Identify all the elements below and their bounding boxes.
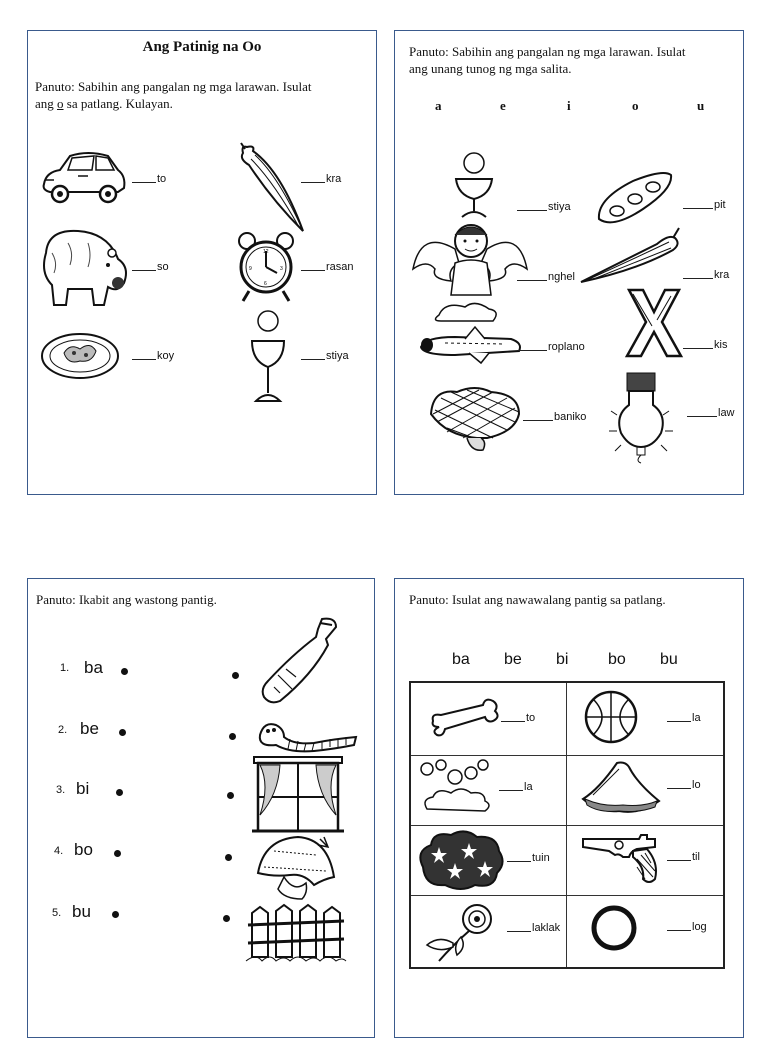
- syllable-bi: bi: [556, 651, 569, 668]
- vowel-a: a: [435, 98, 442, 113]
- veil-icon: [254, 833, 338, 901]
- blank-ring: log: [667, 921, 707, 933]
- worksheet-unang-tunog: [394, 30, 744, 495]
- blank-pod: pit: [683, 199, 726, 211]
- instruction-post: sa patlang. Kulayan.: [63, 96, 173, 111]
- vowel-u: u: [697, 98, 705, 113]
- syllable-bo: bo: [608, 651, 626, 668]
- syllable-be: be: [504, 651, 522, 668]
- clock-icon: [235, 231, 297, 303]
- left-dot[interactable]: [114, 850, 121, 857]
- instruction-line-1: Panuto: Sabihin ang pangalan ng mga larawan. Isulat: [35, 79, 312, 94]
- car-icon: [38, 146, 128, 208]
- airplane-icon: [415, 297, 527, 369]
- instruction-line-2: ang unang tunog ng mga salita.: [409, 61, 572, 76]
- plate-icon: [40, 331, 120, 381]
- blank-starry-cloud: tuin: [507, 852, 550, 864]
- ball-icon: [583, 689, 639, 745]
- right-dot[interactable]: [225, 854, 232, 861]
- pod-icon: [593, 169, 675, 229]
- vowel-o: o: [632, 98, 639, 113]
- bear-icon: [38, 223, 130, 311]
- page-title: Ang Patinig na Oo: [142, 39, 262, 55]
- syllable-ba: ba: [452, 651, 470, 668]
- vowel-i: i: [567, 98, 571, 113]
- window-icon: [250, 755, 346, 835]
- blank-flower: laklak: [507, 922, 560, 934]
- left-dot[interactable]: [112, 911, 119, 918]
- blank-airplane: roplano: [517, 341, 585, 353]
- instruction: [35, 78, 365, 112]
- right-dot[interactable]: [229, 733, 236, 740]
- row-number: 2.: [58, 724, 68, 736]
- svg-text:12: 12: [263, 249, 269, 255]
- blank-hat: lo: [667, 779, 701, 791]
- blank-x-mark: kis: [683, 339, 727, 351]
- blank-bone: to: [501, 712, 535, 724]
- okra-icon: [577, 224, 685, 286]
- fence-icon: [246, 903, 346, 967]
- blank-okra: kra: [683, 269, 729, 281]
- chalice-icon: [450, 151, 498, 221]
- svg-text:9: 9: [249, 266, 252, 272]
- syllable-bu: bu: [72, 902, 91, 921]
- fan-icon: [427, 384, 523, 454]
- instruction-pre: ang: [35, 96, 58, 111]
- blank-fan: baniko: [523, 411, 586, 423]
- left-dot[interactable]: [119, 729, 126, 736]
- bottle-icon: [256, 615, 342, 707]
- blank-plate: koy: [132, 350, 174, 362]
- instruction: Panuto: Ikabit ang wastong pantig.: [36, 592, 217, 607]
- row-number: 4.: [54, 845, 64, 857]
- left-dot[interactable]: [121, 668, 128, 675]
- instruction: [409, 43, 739, 77]
- worksheet-patinig-oo: [27, 30, 377, 495]
- right-dot[interactable]: [227, 792, 234, 799]
- left-dot[interactable]: [116, 789, 123, 796]
- gun-icon: [579, 833, 665, 885]
- angel-icon: [411, 219, 529, 297]
- okra-icon: [233, 141, 308, 236]
- right-dot[interactable]: [223, 915, 230, 922]
- syllable-bu: bu: [660, 651, 678, 668]
- chalice-icon: [248, 309, 288, 407]
- starry-cloud-icon: [415, 827, 505, 893]
- row-number: 5.: [52, 907, 62, 919]
- blank-angel: nghel: [517, 271, 575, 283]
- blank-bulb: law: [687, 407, 735, 419]
- syllable-be: be: [80, 719, 99, 738]
- instruction-letter: o: [57, 96, 64, 111]
- blank-car: to: [132, 173, 166, 185]
- instruction-line-1: Panuto: Sabihin ang pangalan ng mga larawan. Isulat: [409, 44, 686, 59]
- blank-gun: til: [667, 851, 700, 863]
- hat-icon: [579, 759, 663, 817]
- vowel-e: e: [500, 98, 506, 113]
- blank-bubbles: la: [499, 781, 533, 793]
- syllable-ba: ba: [84, 658, 103, 677]
- svg-text:3: 3: [280, 266, 283, 272]
- blank-bear: so: [132, 261, 169, 273]
- svg-text:6: 6: [264, 281, 267, 287]
- blank-clock: rasan: [301, 261, 354, 273]
- ring-icon: [589, 903, 639, 953]
- worksheet-ikabit: [27, 578, 375, 1038]
- blank-chalice: stiya: [517, 201, 571, 213]
- instruction: Panuto: Isulat ang nawawalang pantig sa patlang.: [409, 592, 666, 607]
- bone-icon: [429, 697, 501, 741]
- bubbles-icon: [419, 759, 495, 815]
- syllable-bo: bo: [74, 840, 93, 859]
- syllable-bi: bi: [76, 779, 90, 798]
- blank-chalice: stiya: [301, 350, 349, 362]
- blank-okra: kra: [301, 173, 341, 185]
- blank-ball: la: [667, 712, 701, 724]
- row-number: 1.: [60, 662, 70, 674]
- row-number: 3.: [56, 784, 66, 796]
- right-dot[interactable]: [232, 672, 239, 679]
- flower-icon: [423, 899, 505, 963]
- worm-icon: [254, 719, 360, 755]
- x-mark-icon: [623, 286, 685, 358]
- bulb-icon: [607, 371, 675, 465]
- worksheet-nawawalang-pantig: [394, 578, 744, 1038]
